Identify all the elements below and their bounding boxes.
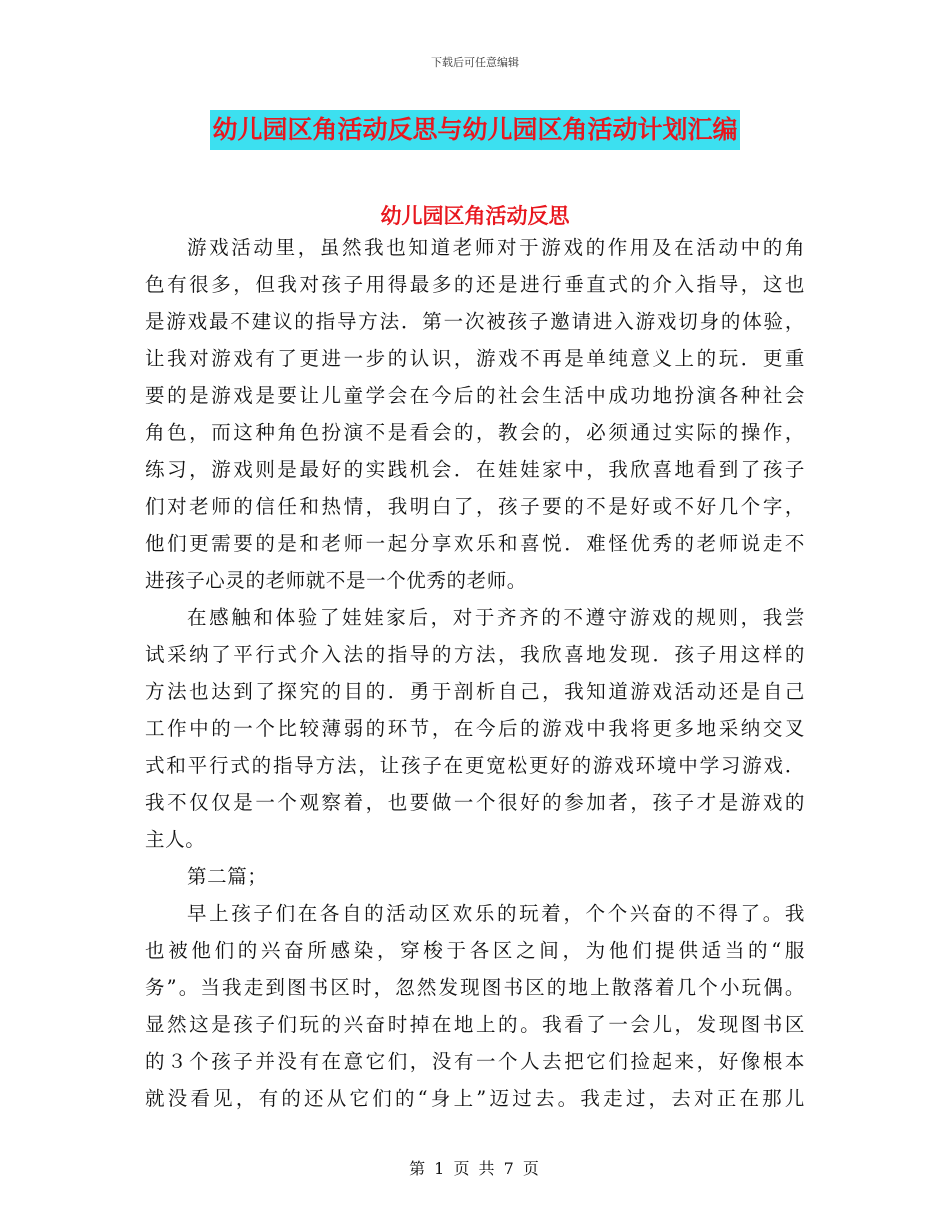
text-line: 角色，而这种角色扮演不是看会的，教会的，必须通过实际的操作，: [145, 421, 805, 444]
text-line: 游戏活动里，虽然我也知道老师对于游戏的作用及在活动中的角: [187, 236, 805, 259]
text-line: 早上孩子们在各自的活动区欢乐的玩着，个个兴奋的不得了。我: [187, 902, 805, 925]
text-line: 让我对游戏有了更进一步的认识，游戏不再是单纯意义上的玩．更重: [145, 347, 805, 370]
text-line: 就没看见，有的还从它们的“身上”迈过去。我走过，去对正在那儿: [145, 1087, 805, 1110]
text-line: 的３个孩子并没有在意它们，没有一个人去把它们捡起来，好像根本: [145, 1050, 805, 1073]
text-line: 们对老师的信任和热情，我明白了，孩子要的不是好或不好几个字，: [145, 495, 805, 518]
text-line: 显然这是孩子们玩的兴奋时掉在地上的。我看了一会儿，发现图书区: [145, 1013, 805, 1036]
body-text: [145, 229, 805, 1117]
text-line: 是游戏最不建议的指导方法．第一次被孩子邀请进入游戏切身的体验，: [145, 310, 805, 333]
text-line: 要的是游戏是要让儿童学会在今后的社会生活中成功地扮演各种社会: [145, 384, 805, 407]
document-title: 幼儿园区角活动反思与幼儿园区角活动计划汇编: [210, 110, 739, 150]
text-line: 方法也达到了探究的目的．勇于剖析自己，我知道游戏活动还是自己: [145, 680, 805, 703]
text-line: 进孩子心灵的老师就不是一个优秀的老师。: [145, 569, 527, 592]
header-note: 下载后可任意编辑: [431, 56, 519, 69]
text-line: 色有很多，但我对孩子用得最多的还是进行垂直式的介入指导，这也: [145, 273, 805, 296]
text-line: 主人。: [145, 828, 206, 851]
section-title: 幼儿园区角活动反思: [380, 203, 570, 228]
text-line: 我不仅仅是一个观察着，也要做一个很好的参加者，孩子才是游戏的: [145, 791, 805, 814]
text-line: 工作中的一个比较薄弱的环节，在今后的游戏中我将更多地采纳交叉: [145, 717, 805, 740]
document-title-container: [0, 110, 950, 150]
text-line: 务”。当我走到图书区时，忽然发现图书区的地上散落着几个小玩偶。: [145, 976, 805, 999]
text-line: 他们更需要的是和老师一起分享欢乐和喜悦．难怪优秀的老师说走不: [145, 532, 805, 555]
text-line: 在感触和体验了娃娃家后，对于齐齐的不遵守游戏的规则，我尝: [187, 606, 805, 629]
text-line: 第二篇；: [187, 865, 268, 888]
text-line: 也被他们的兴奋所感染，穿梭于各区之间，为他们提供适当的“服: [145, 939, 805, 962]
text-line: 式和平行式的指导方法，让孩子在更宽松更好的游戏环境中学习游戏．: [145, 754, 805, 777]
page-number-footer: 第 1 页 共 7 页: [409, 1159, 541, 1178]
text-line: 试采纳了平行式介入法的指导的方法，我欣喜地发现．孩子用这样的: [145, 643, 805, 666]
text-line: 练习，游戏则是最好的实践机会．在娃娃家中，我欣喜地看到了孩子: [145, 458, 805, 481]
